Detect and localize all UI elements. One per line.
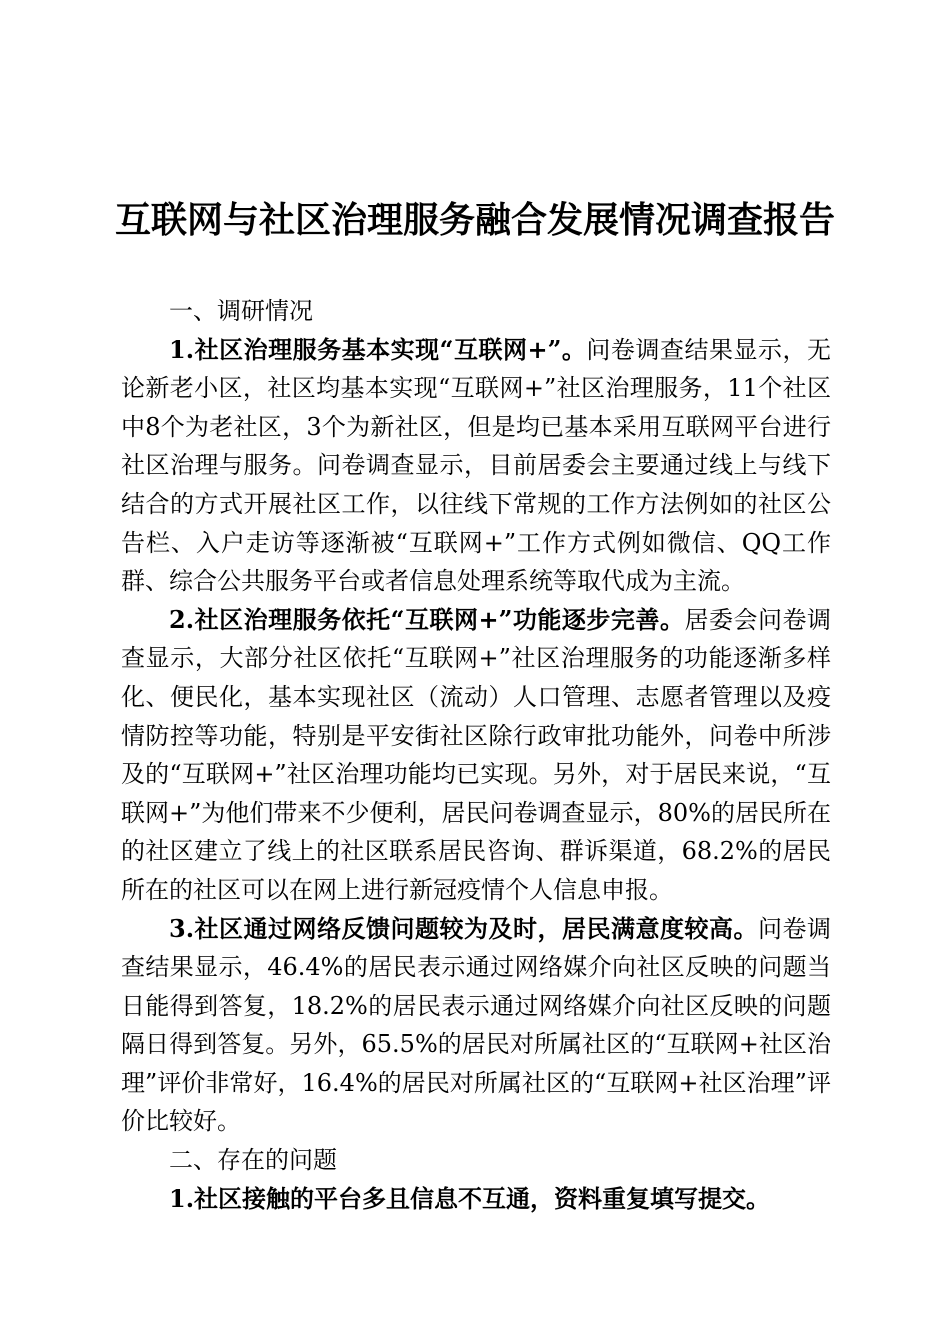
paragraph xyxy=(121,910,831,1142)
document-title: 互联网与社区治理服务融合发展情况调查报告 xyxy=(114,199,835,241)
paragraph-body: 问卷调查结果显示，46.4%的居民表示通过网络媒介向社区反映的问题当日能得到答复，18.2%的居民表示通过网络媒介向社区反映的问题隔日得到答复。另外，65.5%的居民对所属社区的“互联网+社区治理”评价非常好，16.4%的居民对所属社区的“互联网+社区治理”评价比较好。 xyxy=(121,914,831,1136)
paragraph xyxy=(121,331,831,601)
paragraph xyxy=(121,1180,831,1219)
section-heading: 二、存在的问题 xyxy=(169,1146,337,1175)
paragraph-body: 居委会问卷调查显示，大部分社区依托“互联网+”社区治理服务的功能逐渐多样化、便民化，基本实现社区（流动）人口管理、志愿者管理以及疫情防控等功能，特别是平安街社区除行政审批功能外，问卷中所涉及的“互联网+”社区治理功能均已实现。另外，对于居民来说，“互联网+”为他们带来不少便利，居民问卷调查显示，80%的居民所在的社区建立了线上的社区联系居民咨询、群诉渠道，68.2%的居民所在的社区可以在网上进行新冠疫情个人信息申报。 xyxy=(121,605,831,904)
paragraph-lead: 1.社区接触的平台多且信息不互通，资料重复填写提交。 xyxy=(169,1183,771,1213)
paragraph xyxy=(121,601,831,910)
paragraph-lead: 3.社区通过网络反馈问题较为及时，居民满意度较高。 xyxy=(169,913,758,943)
paragraph-lead: 1.社区治理服务基本实现“互联网+”。 xyxy=(169,334,587,364)
document-body xyxy=(121,292,831,1218)
section-heading: 一、调研情况 xyxy=(169,297,313,325)
paragraph-body: 问卷调查结果显示，无论新老小区，社区均基本实现“互联网+”社区治理服务，11个社区中8个为老社区，3个为新社区，但是均已基本采用互联网平台进行社区治理与服务。问卷调查显示，目前居委会主要通过线上与线下结合的方式开展社区工作，以往线下常规的工作方法例如的社区公告栏、入户走访等逐渐被“互联网+”工作方式例如微信、QQ工作群、综合公共服务平台或者信息处理系统等取代成为主流。 xyxy=(121,335,831,596)
paragraph-lead: 2.社区治理服务依托“互联网+”功能逐步完善。 xyxy=(169,604,685,634)
